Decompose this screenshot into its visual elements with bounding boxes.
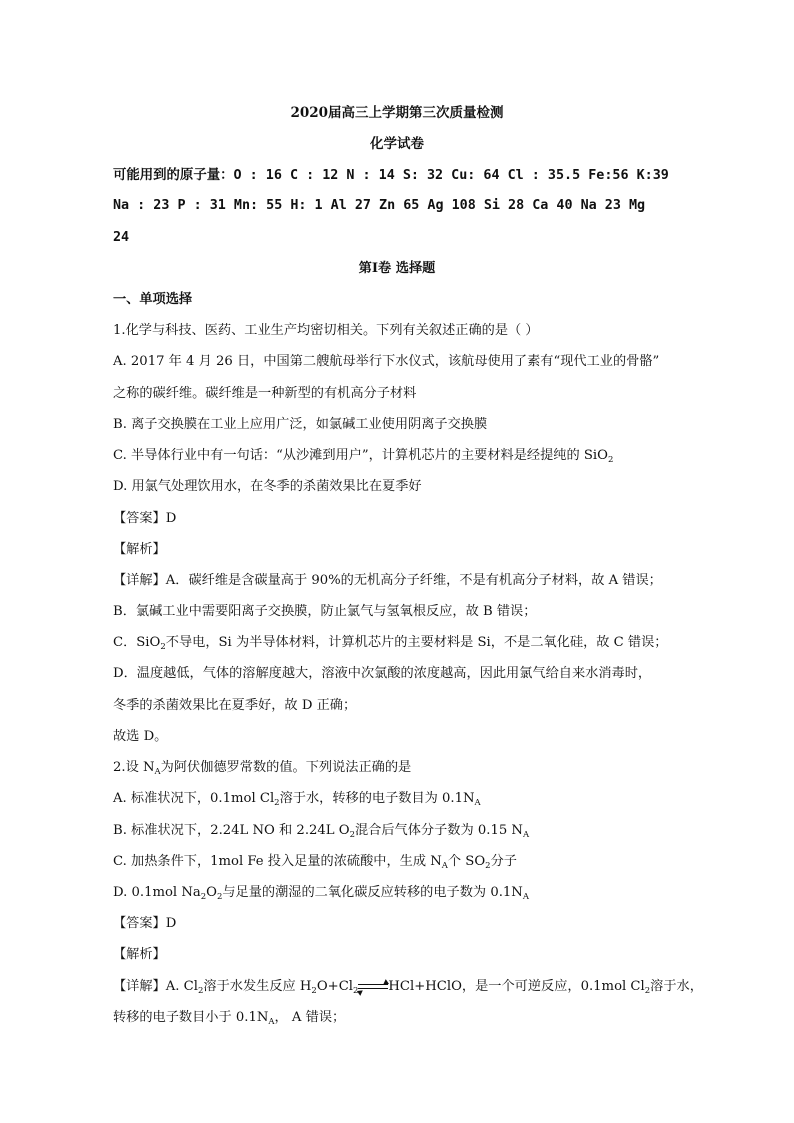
q2-option-a: A. 标准状况下，0.1mol $Cl_2$溶于水，转移的电子数目为 $0.1N_A$ <box>113 791 481 808</box>
q2-detail-a-line1: 【详解】A. $Cl_2$溶于水发生反应 $H_2O+Cl_2$ HCl+HClO，是一个可逆反应，0.1mol $Cl_2$溶于水， <box>113 979 703 996</box>
q2-analysis-label: 【解析】 <box>113 947 166 962</box>
q2-answer: 【答案】D <box>113 916 177 931</box>
q1-detail-d-line1: D．温度越低，气体的溶解度越大，溶液中次氯酸的浓度越高，因此用氯气给自来水消毒时， <box>113 666 652 681</box>
atomic-mass-row-2: Na : 23 P : 31 Mn: 55 H: 1 Al 27 Zn 65 Ag 108 Si 28 Ca 40 Na 23 Mg <box>113 198 646 213</box>
q1-option-a-line1: A. 2017 年 4 月 26 日，中国第二艘航母举行下水仪式，该航母使用了素有“现代工业的骨骼” <box>113 354 660 369</box>
exam-title: 2020届高三上学期第三次质量检测 <box>290 105 504 121</box>
q2-option-c: C. 加热条件下，1mol Fe 投入足量的浓硫酸中，生成 $N_A$个 $SO_2$分子 <box>113 854 517 871</box>
q2-stem: 2.设 $N_A$为阿伏伽德罗常数的值。下列说法正确的是 <box>113 760 412 777</box>
atomic-mass-row-3: 24 <box>113 230 130 245</box>
atomic-mass-row-1 <box>113 166 669 185</box>
q1-option-c: C. 半导体行业中有一句话：“从沙滩到用户”，计算机芯片的主要材料是经提纯的 SiO$_2$ <box>113 448 614 465</box>
q1-detail-d-line2: 冬季的杀菌效果比在夏季好，故 D 正确； <box>113 698 357 713</box>
q1-detail-b: B．氯碱工业中需要阳离子交换膜，防止氯气与氢氧根反应，故 B 错误； <box>113 604 537 619</box>
q2-detail-a-line2: 转移的电子数目小于 $0.1N_A$， A 错误； <box>113 1010 346 1027</box>
atomic-mass-label: 可能用到的原子量： <box>113 167 234 183</box>
q1-stem: 1.化学与科技、医药、工业生产均密切相关。下列有关叙述正确的是（ ） <box>113 323 539 338</box>
q1-option-b: B. 离子交换膜在工业上应用广泛，如氯碱工业使用阴离子交换膜 <box>113 417 488 432</box>
q1-option-d: D. 用氯气处理饮用水，在冬季的杀菌效果比在夏季好 <box>113 479 422 494</box>
subject-title: 化学试卷 <box>370 136 424 152</box>
q1-option-a-line2: 之称的碳纤维。碳纤维是一种新型的有机高分子材料 <box>113 386 417 401</box>
q1-detail-c: C．SiO$_2$不导电，Si 为半导体材料，计算机芯片的主要材料是 Si，不是二氧化硅，故 C 错误； <box>113 635 668 652</box>
q1-detail-a: 【详解】A．碳纤维是含碳量高于 90%的无机高分子纤维，不是有机高分子材料，故 A 错误； <box>113 573 662 588</box>
q2-option-b: B. 标准状况下，2.24L NO 和 2.24L $O_2$混合后气体分子数为 0.15 $N_A$ <box>113 823 530 840</box>
part-title: 一、单项选择 <box>113 292 193 307</box>
q1-analysis-label: 【解析】 <box>113 542 166 557</box>
q2-option-d: D. 0.1mol $Na_2O_2$与足量的潮湿的二氧化碳反应转移的电子数为 $0.1N_A$ <box>113 885 529 902</box>
reversible-arrow-icon <box>358 982 388 992</box>
atomic-mass-values-1: O : 16 C : 12 N : 14 S: 32 Cu: 64 Cl : 35.5 Fe:56 K:39 <box>233 168 669 183</box>
volume-title: 第Ⅰ卷 选择题 <box>358 261 436 276</box>
q1-answer: 【答案】D <box>113 511 177 526</box>
q1-conclusion: 故选 D。 <box>113 729 168 744</box>
